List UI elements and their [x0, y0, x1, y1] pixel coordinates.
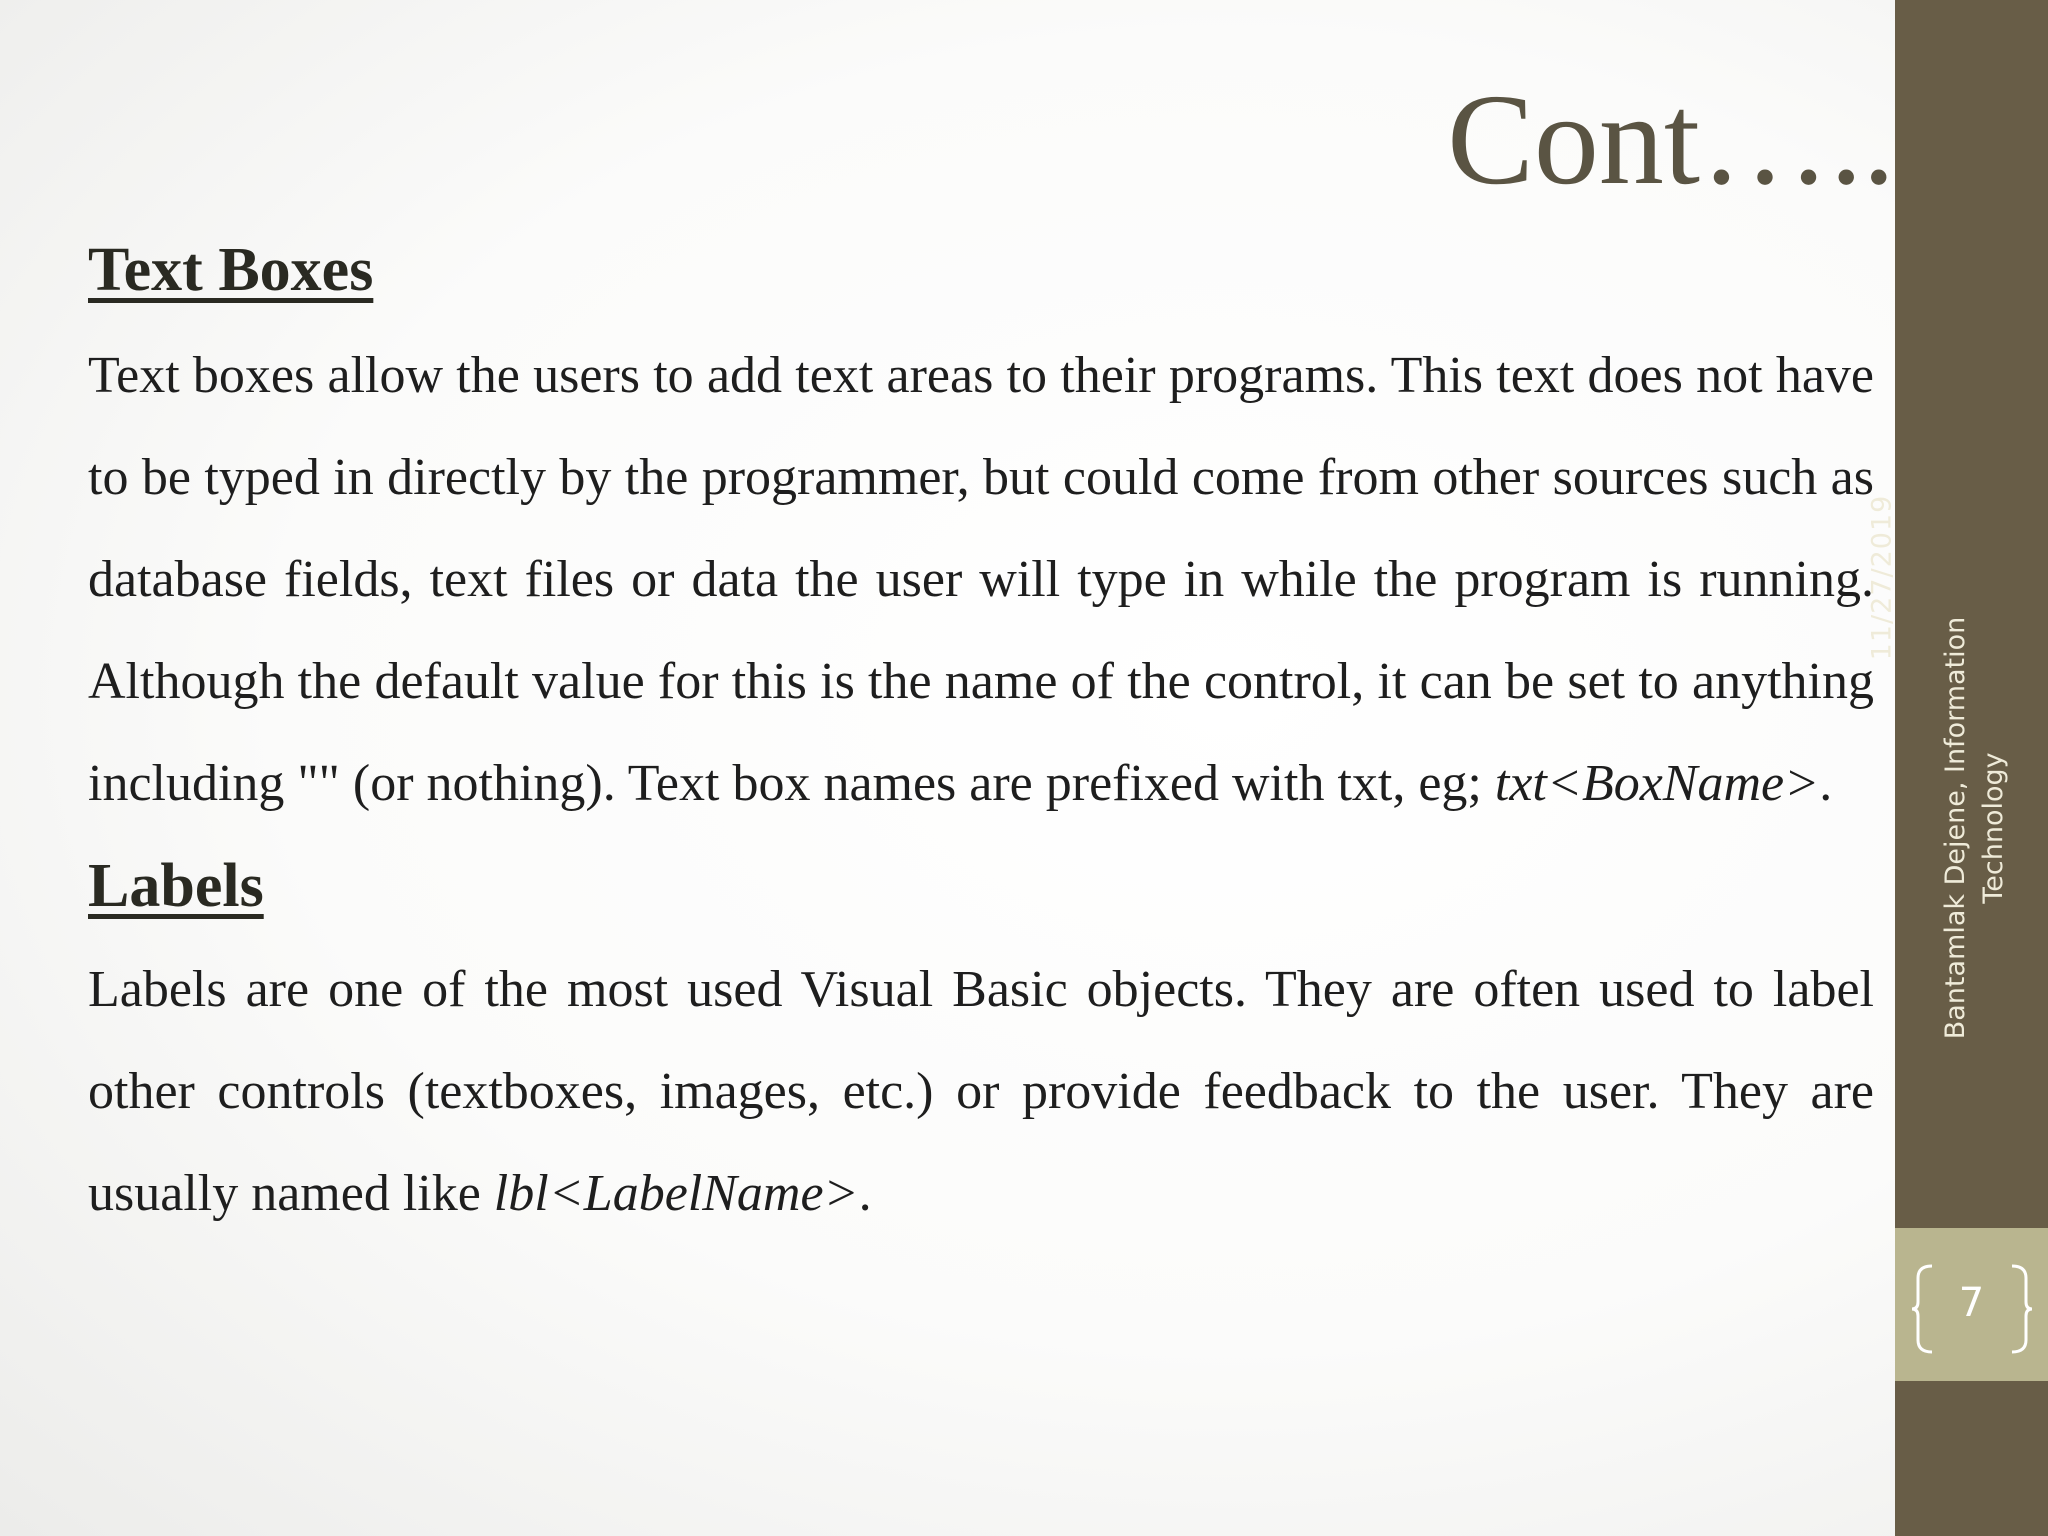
label-name-example: lbl<LabelName>	[493, 1165, 859, 1222]
slide-content	[88, 225, 1874, 1245]
text-box-name-example: txt<BoxName>	[1494, 755, 1820, 812]
text-boxes-period: .	[1819, 755, 1833, 812]
labels-heading: Labels	[88, 852, 264, 920]
text-boxes-paragraph	[88, 325, 1874, 835]
text-boxes-body: Text boxes allow the users to add text areas to their programs. This text does not have to be typed in directly by the programmer, but could come from other sources such as database fields, text files or data the user will type in while the program is running. Although the default value for this is the name of the control, it can be set to anything including "" (or nothing). Text box names are prefixed with txt, eg;	[88, 347, 1874, 812]
labels-body: Labels are one of the most used Visual Basic objects. They are often used to label other controls (textboxes, images, etc.) or provide feedback to the user. They are usually named like	[88, 961, 1874, 1222]
page-number: 7	[1958, 1280, 1985, 1326]
slide-title: Cont…..	[1447, 68, 1895, 212]
text-boxes-heading: Text Boxes	[88, 236, 374, 304]
slide-date: 11/27/2019	[1866, 494, 1898, 661]
labels-period: .	[858, 1165, 872, 1222]
slide-footer-author: Bantamlak Dejene, Information Technology	[1940, 616, 2009, 1040]
labels-paragraph	[88, 939, 1874, 1245]
